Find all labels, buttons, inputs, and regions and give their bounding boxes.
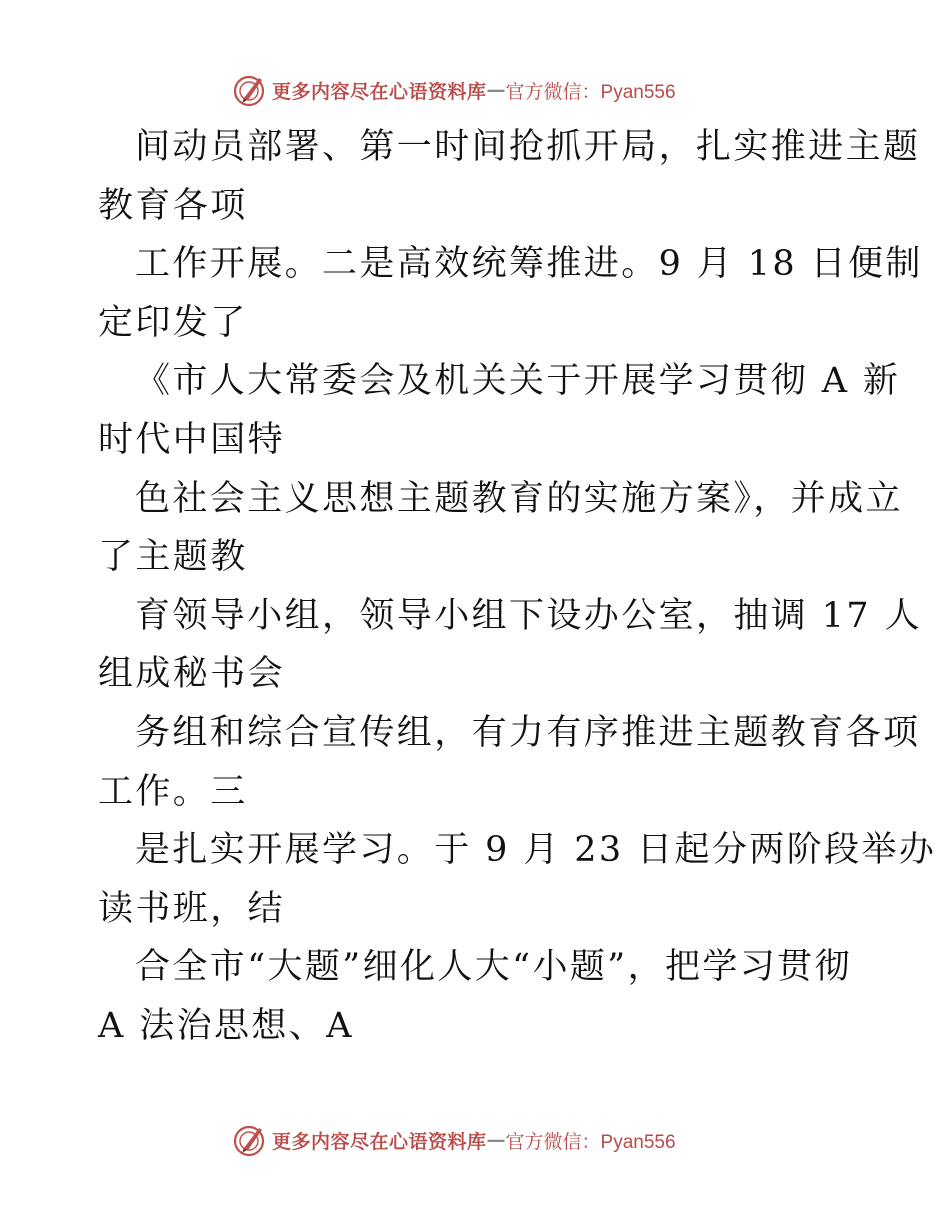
quill-logo-icon — [232, 72, 268, 108]
watermark-site-text: 更多内容尽在心语资料库 — [272, 1130, 487, 1153]
text-line: 色社会主义思想主题教育的实施方案》，并成立 — [135, 478, 903, 519]
text-line: 务组和综合宣传组，有力有序推进主题教育各项 — [135, 712, 921, 753]
text-line: 间动员部署、第一时间抢抓开局，扎实推进主题 — [135, 127, 921, 167]
text-line: 是扎实开展学习。于 9 月 23 日起分两阶段举办 — [135, 830, 937, 871]
text-line: 工作开展。二是高效统筹推进。9 月 18 日便制 — [135, 244, 923, 285]
text-line: 合全市“大题”细化人大“小题”，把学习贯彻 — [135, 947, 852, 988]
text-line: 时代中国特 — [98, 419, 286, 460]
watermark-site-text: 更多内容尽在心语资料库 — [272, 80, 487, 103]
text-line: 育领导小组，领导小组下设办公室，抽调 17 人 — [135, 595, 922, 636]
quill-logo-icon — [232, 1122, 268, 1158]
text-line: 教育各项 — [98, 185, 248, 226]
text-line: 《市人大常委会及机关关于开展学习贯彻 A 新 — [135, 361, 901, 402]
watermark-separator: — — [486, 1129, 506, 1151]
text-line: 了主题教 — [98, 537, 248, 578]
watermark-separator: — — [486, 79, 506, 101]
document-body — [98, 118, 937, 1056]
text-line: A 法治思想、A — [98, 1005, 354, 1046]
text-line: 工作。三 — [98, 771, 248, 812]
watermark-contact: 官方微信：Pyan556 — [505, 81, 676, 103]
text-line: 组成秘书会 — [98, 654, 286, 695]
watermark-footer — [232, 1120, 752, 1160]
text-line: 读书班，结 — [98, 888, 286, 929]
watermark-contact: 官方微信：Pyan556 — [505, 1131, 676, 1153]
watermark-header — [232, 70, 752, 110]
text-line: 定印发了 — [98, 302, 248, 343]
